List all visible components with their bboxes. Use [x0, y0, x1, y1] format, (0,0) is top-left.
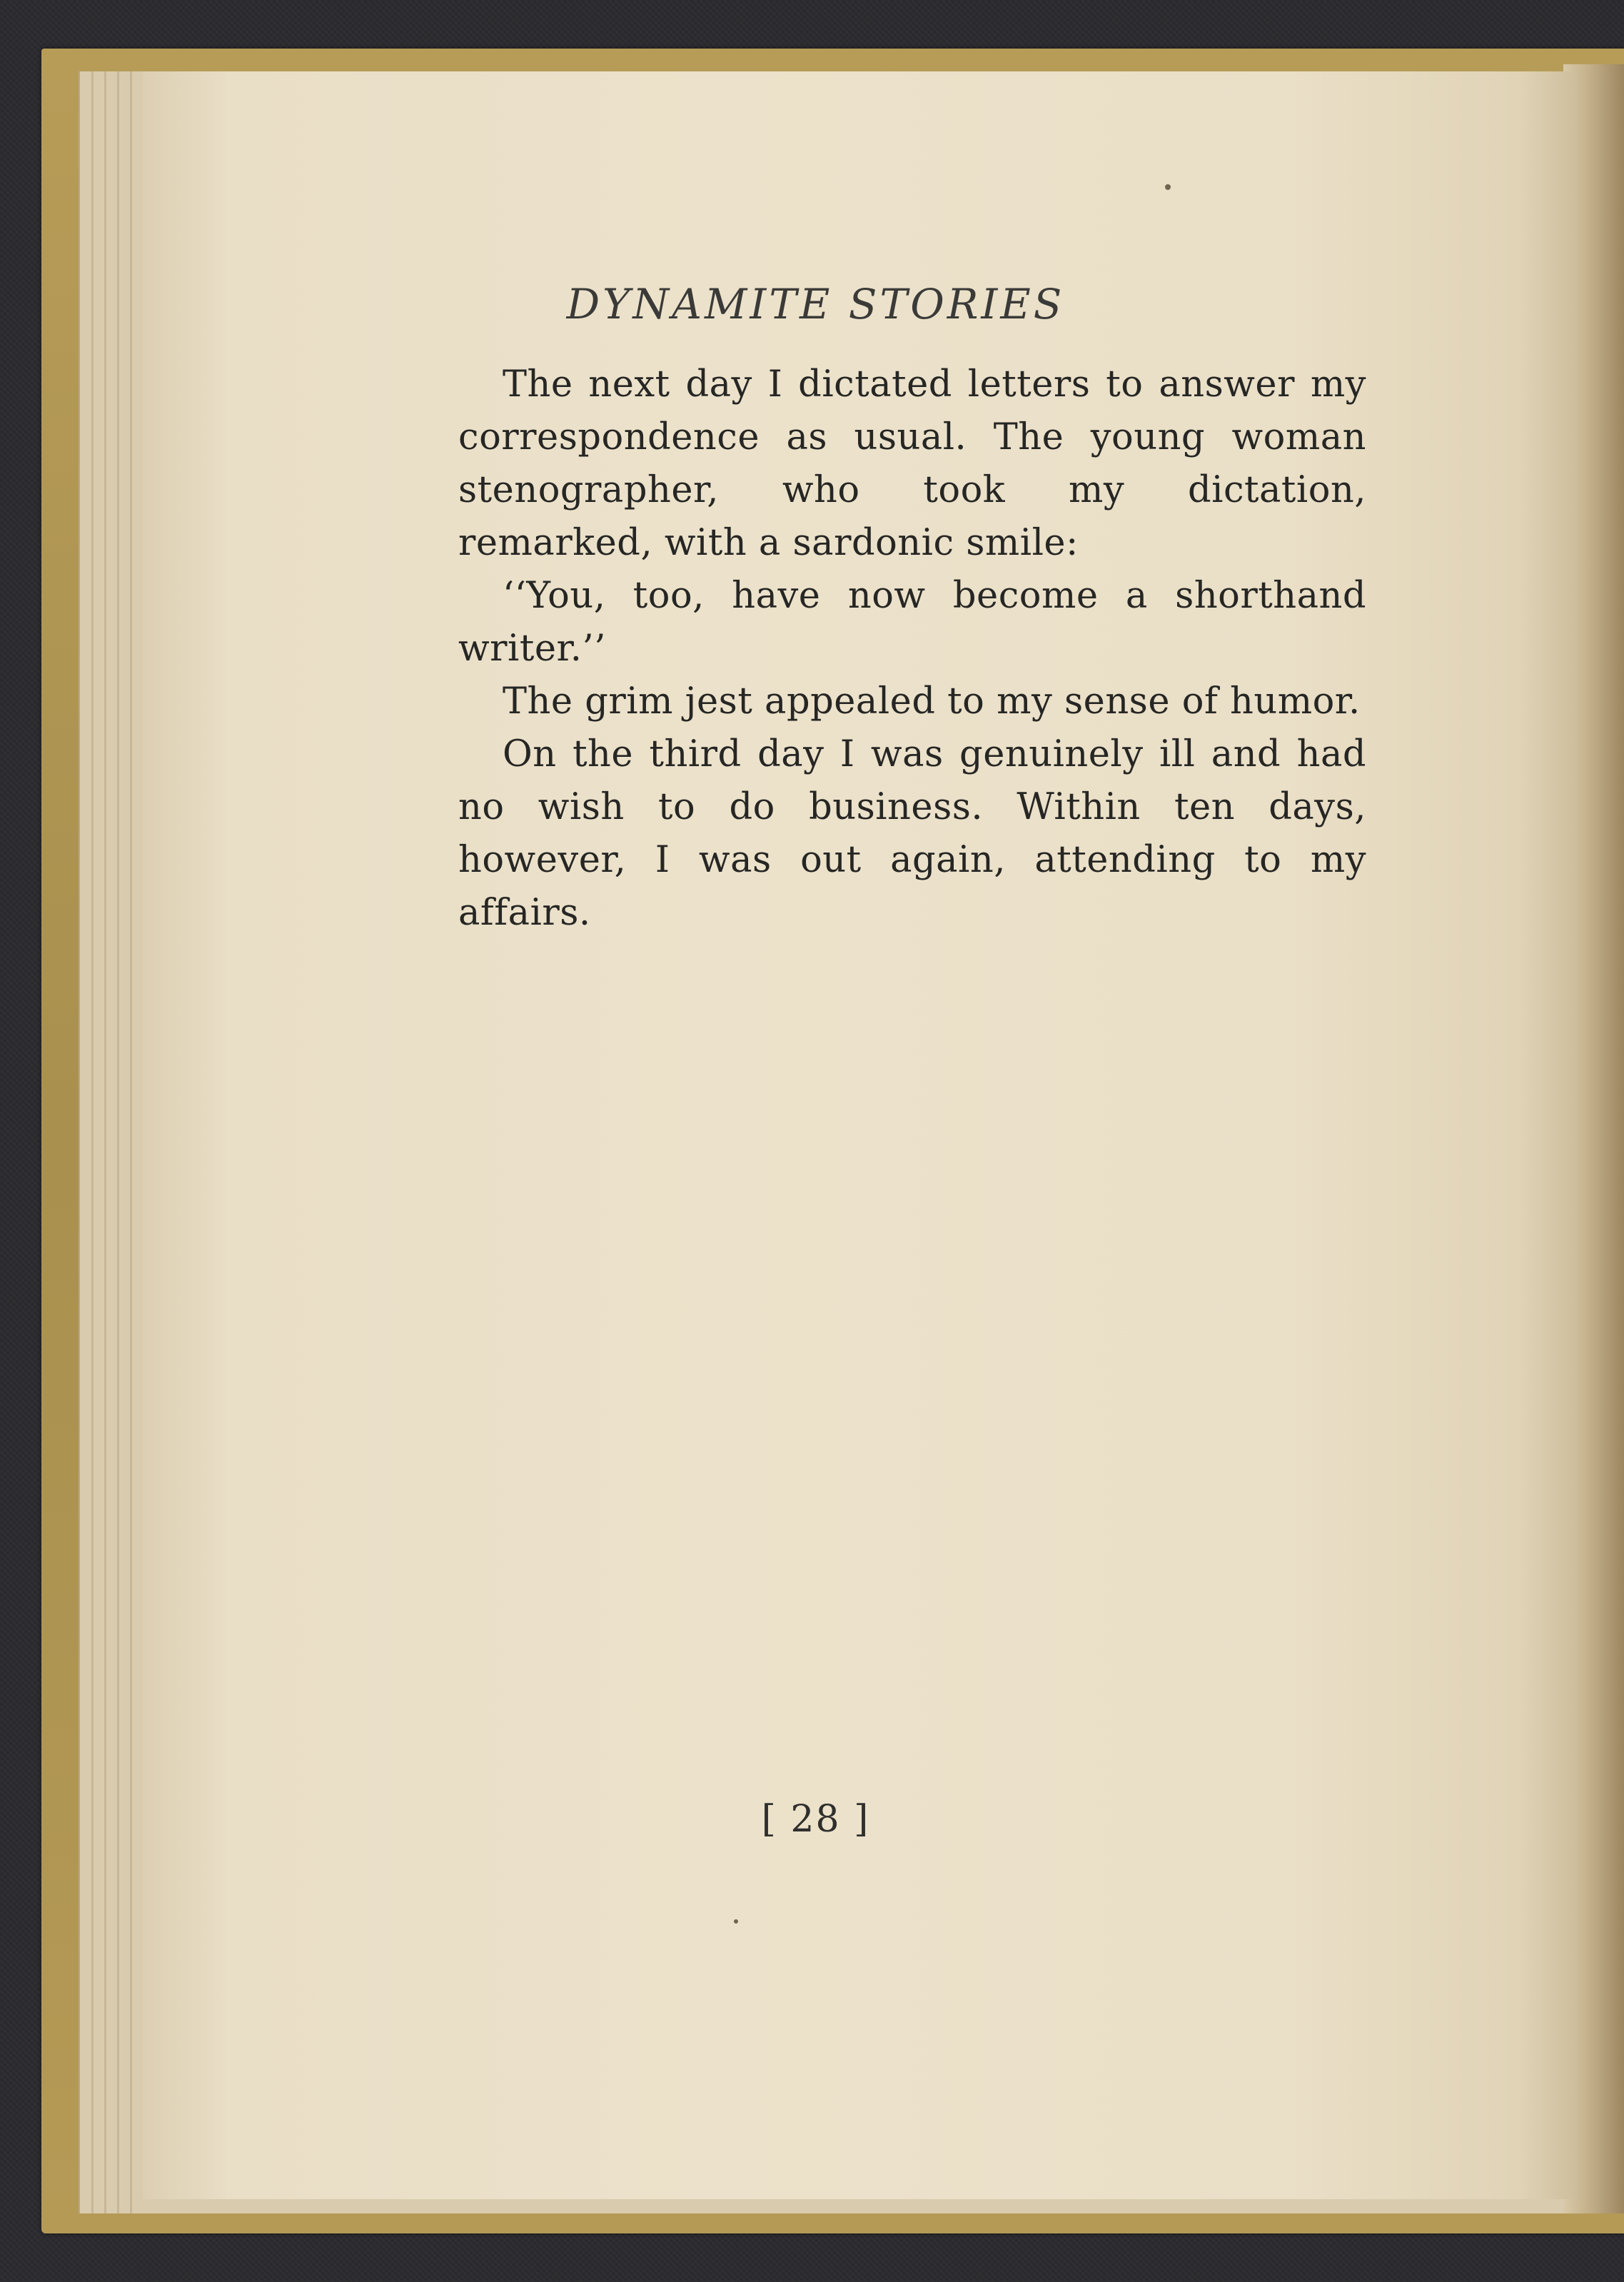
page-speck [1165, 184, 1171, 190]
running-head: DYNAMITE STORIES [566, 280, 1065, 328]
page-speck [734, 1919, 738, 1924]
paragraph: The next day I dictated letters to answer my correspondence as usual. The young woman stenographer, who took my dictation, remarked, with a sardonic smile: [458, 363, 1366, 564]
page-number: [ 28 ] [761, 1798, 870, 1841]
paragraph: The grim jest appealed to my sense of humor. [503, 680, 1361, 723]
page-edge [117, 71, 119, 2213]
page-edge [130, 71, 132, 2213]
page-edge [104, 71, 106, 2213]
paragraph: ‘‘You, too, have now become a shorthand writer.’’ [458, 575, 1366, 670]
body-text [458, 358, 1366, 940]
page-edge [91, 71, 94, 2213]
paragraph: On the third day I was genuinely ill and had no wish to do business. Within ten days, however, I was out again, attending to my affairs. [458, 733, 1366, 934]
